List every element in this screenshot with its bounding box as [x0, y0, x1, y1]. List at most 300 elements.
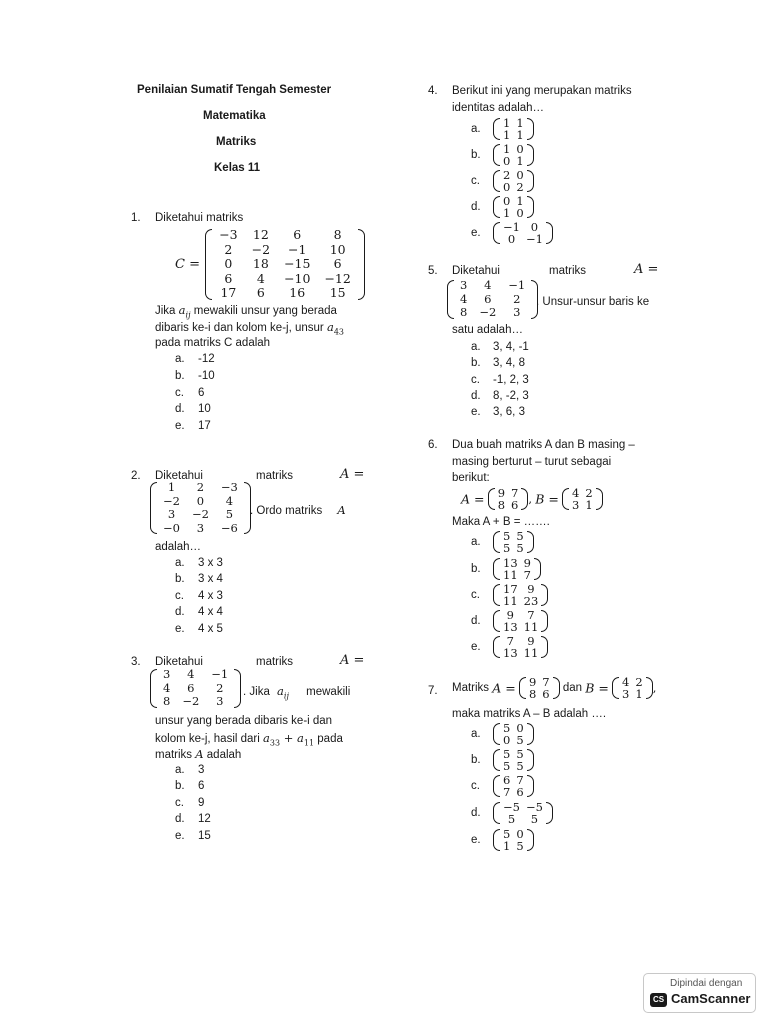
q5-intro: Diketahui: [452, 265, 500, 277]
m-cell: 1: [585, 498, 593, 512]
m-cell: 5: [503, 541, 511, 555]
m-cell: 1: [503, 116, 511, 130]
q2-option-d[interactable]: [175, 604, 223, 620]
q4-option-d[interactable]: [471, 195, 534, 219]
q3-after-text: . Jika: [243, 686, 270, 698]
option-letter: e.: [175, 420, 185, 432]
option-letter: d.: [175, 813, 185, 825]
q2-m-cell: 3: [167, 507, 176, 521]
q1-intro: Diketahui matriks: [155, 212, 244, 224]
q5-m-cell: 4: [484, 278, 492, 292]
q3-m-cell: 3: [163, 667, 171, 681]
q7-b-matrix: [612, 676, 653, 700]
q5-m-cell: 4: [460, 291, 468, 306]
m-cell: 13: [503, 620, 518, 634]
m-cell: 1: [503, 128, 511, 142]
q1-option-b[interactable]: [175, 368, 215, 384]
m-cell: 11: [523, 646, 539, 660]
q3-expr-a: a: [263, 731, 270, 745]
m-cell: 4: [622, 675, 630, 689]
m-cell: 8: [528, 687, 537, 701]
q5-option-a[interactable]: [471, 339, 529, 355]
q6-b-label: B =: [535, 491, 559, 507]
option-letter: a.: [471, 341, 481, 353]
q7-dan: dan: [562, 682, 582, 694]
m-cell: −1: [503, 220, 520, 234]
m-cell: 5: [516, 759, 524, 773]
q1-m-cell: 6: [224, 270, 233, 286]
q2-word: matriks: [256, 470, 294, 482]
q5-option-e[interactable]: [471, 404, 525, 420]
q1-m-cell: 8: [333, 227, 342, 242]
option-matrix: [493, 143, 534, 167]
m-cell: 6: [542, 687, 550, 701]
option-letter: b.: [471, 563, 481, 575]
q7-option-a[interactable]: [471, 722, 534, 746]
m-cell: 1: [503, 142, 511, 156]
option-letter: b.: [471, 357, 481, 369]
m-cell: 9: [527, 634, 535, 648]
m-cell: 2: [635, 675, 643, 689]
q3-var-a: a: [277, 684, 284, 698]
option-value: 12: [198, 813, 211, 825]
q3-m-cell: −2: [182, 694, 200, 708]
q1-option-e[interactable]: [175, 418, 211, 434]
q1-matrix-block: [175, 228, 365, 301]
q5-m-cell: 2: [513, 291, 521, 306]
q1-var-a: a: [178, 303, 186, 317]
q2-m-cell: 5: [225, 507, 234, 521]
q2-text-end: adalah…: [155, 541, 202, 553]
q5-m-cell: −1: [508, 278, 526, 292]
q6-option-d[interactable]: [471, 609, 548, 633]
option-matrix: [493, 635, 548, 659]
m-cell: 1: [516, 116, 524, 130]
option-letter: d.: [471, 390, 481, 402]
m-cell: 0: [507, 232, 516, 246]
title-line-1: Penilaian Sumatif Tengah Semester: [137, 84, 332, 96]
q1-m-cell: 4: [256, 270, 265, 286]
q2-m-cell: 0: [196, 493, 205, 508]
q6-line-2: masing berturut – turut sebagai: [452, 456, 612, 468]
q7-option-c[interactable]: [471, 774, 534, 798]
q6-sep: ,: [528, 492, 532, 506]
option-matrix: [493, 195, 534, 219]
q5-option-c[interactable]: [471, 372, 529, 388]
option-value: 3, 6, 3: [493, 406, 525, 418]
q3-text-d-text: matriks: [155, 749, 193, 761]
q1-m-cell: 0: [224, 256, 233, 271]
q1-m-cell: −12: [324, 270, 351, 286]
q2-var-a: A: [337, 503, 346, 517]
option-letter: c.: [471, 175, 480, 187]
option-matrix: [493, 609, 548, 633]
q3-m-cell: 2: [216, 680, 224, 695]
option-letter: b.: [471, 149, 481, 161]
m-cell: −1: [525, 232, 543, 246]
q1-matrix-label: C =: [175, 256, 200, 272]
option-matrix: [493, 722, 534, 746]
m-cell: 6: [516, 785, 524, 799]
q3-option-c[interactable]: [175, 795, 204, 811]
q3-option-a[interactable]: [175, 762, 204, 778]
option-letter: c.: [471, 589, 480, 601]
option-matrix: [493, 583, 548, 607]
option-value: 15: [198, 830, 211, 842]
option-letter: c.: [175, 387, 184, 399]
q1-text-b: mewakili unsur yang berada: [193, 305, 337, 317]
q3-option-b[interactable]: [175, 778, 204, 794]
q1-m-cell: 17: [220, 285, 237, 300]
q2-m-cell: −3: [220, 480, 238, 494]
q5-option-b[interactable]: [471, 355, 525, 371]
q1-text-a: Jika: [155, 305, 176, 317]
q5-m-cell: 3: [513, 305, 521, 319]
option-letter: a.: [471, 536, 481, 548]
q4-line-1: Berikut ini yang merupakan matriks: [452, 85, 632, 97]
q6-option-a[interactable]: [471, 530, 534, 554]
q1-m-cell: −15: [284, 256, 311, 271]
q1-number: 1.: [131, 212, 141, 224]
m-cell: 11: [523, 620, 539, 634]
q3-sub-ij: ij: [283, 691, 289, 701]
q6-prompt: Maka A + B = …….: [452, 516, 550, 528]
q3-word: matriks: [256, 656, 294, 668]
q1-sub-ij: ij: [185, 310, 191, 320]
q2-matrix-block: [150, 481, 251, 535]
m-cell: 3: [572, 498, 580, 512]
m-cell: 7: [511, 486, 519, 500]
q6-a-label: A =: [461, 491, 485, 507]
q3-intro: Diketahui: [155, 656, 203, 668]
m-cell: 6: [503, 773, 511, 787]
q2-intro: Diketahui: [155, 470, 203, 482]
q4-option-b[interactable]: [471, 143, 534, 167]
m-cell: −5: [525, 800, 543, 814]
q3-after: [243, 683, 350, 704]
option-letter: c.: [471, 374, 480, 386]
q1-m-cell: 6: [293, 227, 302, 242]
q3-number: 3.: [131, 656, 141, 668]
option-value: 4 x 4: [198, 606, 223, 618]
m-cell: 7: [506, 634, 514, 648]
option-letter: a.: [471, 728, 481, 740]
option-value: 3, 4, -1: [493, 341, 529, 353]
m-cell: 5: [516, 839, 524, 853]
q1-m-cell: 12: [252, 227, 269, 242]
q5-m-cell: 8: [460, 305, 468, 319]
q6-b-matrix: [562, 487, 603, 511]
option-letter: d.: [471, 615, 481, 627]
q2-option-b[interactable]: [175, 571, 223, 587]
m-cell: 5: [503, 747, 511, 761]
q2-after-text: . Ordo matriks: [250, 505, 323, 517]
q5-text-end: satu adalah…: [452, 324, 523, 336]
q5-m-cell: 6: [484, 291, 492, 306]
option-value: 4 x 3: [198, 590, 223, 602]
q7-statement: [452, 676, 656, 700]
option-value: 9: [198, 797, 205, 809]
q1-m-cell: −2: [251, 241, 271, 257]
option-value: 8, -2, 3: [493, 390, 529, 402]
q1-option-a[interactable]: [175, 351, 215, 367]
q2-matrix: [150, 481, 251, 535]
m-cell: 3: [622, 687, 630, 701]
q2-m-cell: 3: [196, 520, 205, 535]
m-cell: 1: [516, 154, 524, 168]
q2-m-cell: −6: [220, 520, 238, 535]
m-cell: 0: [503, 154, 511, 168]
m-cell: 5: [503, 759, 511, 773]
option-matrix: [493, 557, 541, 581]
q3-m-cell: 3: [216, 694, 224, 708]
q5-m-cell: −2: [479, 305, 497, 319]
q3-expr-plus: +: [280, 731, 298, 745]
q5-number: 5.: [428, 265, 438, 277]
q3-text-d: [155, 746, 241, 763]
m-cell: 5: [516, 733, 524, 747]
option-letter: c.: [471, 780, 480, 792]
m-cell: 1: [516, 194, 524, 208]
q5-m-cell: 3: [460, 278, 468, 292]
q2-m-cell: 4: [225, 493, 234, 508]
m-cell: 7: [523, 568, 531, 582]
option-matrix: [493, 221, 553, 245]
option-value: -1, 2, 3: [493, 374, 529, 386]
m-cell: 0: [530, 220, 539, 234]
q6-line-1: Dua buah matriks A dan B masing –: [452, 439, 635, 451]
q2-option-a[interactable]: [175, 555, 223, 571]
q2-after: [250, 502, 346, 519]
option-letter: e.: [175, 623, 185, 635]
q3-var: A =: [340, 653, 365, 668]
m-cell: 17: [503, 582, 518, 596]
q5-option-d[interactable]: [471, 388, 529, 404]
m-cell: 6: [511, 498, 519, 512]
q3-m-cell: −1: [211, 667, 229, 681]
q1-text-c: dibaris ke-i dan kolom ke-j, unsur: [155, 322, 324, 334]
option-matrix: [493, 169, 534, 193]
q7-b-label: B =: [585, 680, 609, 696]
camscanner-logo-icon: CS: [650, 993, 667, 1007]
m-cell: 7: [527, 608, 535, 622]
m-cell: 5: [507, 812, 516, 826]
option-letter: b.: [175, 370, 185, 382]
option-letter: c.: [175, 590, 184, 602]
watermark-brand: CamScanner: [671, 991, 751, 1006]
option-letter: d.: [175, 606, 185, 618]
q4-option-e[interactable]: [471, 221, 553, 245]
q7-number: 7.: [428, 685, 438, 697]
m-cell: 7: [542, 675, 550, 689]
q4-option-a[interactable]: [471, 117, 534, 141]
option-letter: b.: [175, 780, 185, 792]
q1-sub-43: 43: [333, 327, 344, 337]
m-cell: −5: [503, 800, 520, 814]
q7-comma: ,: [652, 681, 657, 695]
m-cell: 0: [516, 142, 524, 156]
m-cell: 5: [516, 529, 524, 543]
q3-text-c2: pada: [317, 733, 343, 745]
q2-m-cell: −2: [163, 493, 180, 508]
option-letter: a.: [471, 123, 481, 135]
option-letter: d.: [471, 201, 481, 213]
q4-option-c[interactable]: [471, 169, 534, 193]
q3-matrix-block: [150, 668, 241, 709]
m-cell: 9: [523, 556, 531, 570]
q6-option-e[interactable]: [471, 635, 548, 659]
q3-after2-text: mewakili: [306, 686, 351, 698]
q7-intro: Matriks: [452, 682, 490, 694]
q1-m-cell: 16: [289, 285, 306, 300]
q3-text-c-text: kolom ke-j, hasil dari: [155, 733, 260, 745]
q1-m-cell: 18: [252, 256, 269, 271]
m-cell: 7: [503, 785, 511, 799]
m-cell: 5: [503, 529, 511, 543]
m-cell: 9: [528, 675, 537, 689]
q2-option-e[interactable]: [175, 621, 223, 637]
q1-var-a43: a: [326, 320, 334, 334]
q5-matrix: [447, 279, 538, 320]
option-letter: a.: [175, 557, 185, 569]
q1-m-cell: 6: [333, 256, 342, 271]
m-cell: 9: [497, 486, 506, 500]
m-cell: 13: [503, 646, 518, 660]
q7-a-matrix: [519, 676, 560, 700]
m-cell: 1: [635, 687, 643, 701]
q3-expr-b: a: [297, 731, 304, 745]
q2-m-cell: −0: [163, 520, 180, 535]
q4-number: 4.: [428, 85, 438, 97]
option-letter: b.: [471, 754, 481, 766]
q3-option-e[interactable]: [175, 828, 211, 844]
q2-m-cell: −2: [191, 507, 209, 521]
q1-m-cell: −10: [284, 270, 311, 286]
camscanner-watermark: [643, 973, 756, 1013]
q1-matrix: [205, 228, 365, 301]
option-letter: c.: [175, 797, 184, 809]
option-letter: e.: [471, 834, 481, 846]
m-cell: 7: [516, 773, 524, 787]
option-matrix: [493, 117, 534, 141]
m-cell: 0: [503, 180, 511, 194]
q6-number: 6.: [428, 439, 438, 451]
option-matrix: [493, 530, 534, 554]
option-value: -12: [198, 353, 215, 365]
q6-option-c[interactable]: [471, 583, 548, 607]
q3-option-d[interactable]: [175, 811, 211, 827]
q7-option-d[interactable]: [471, 801, 553, 825]
option-value: 6: [198, 387, 205, 399]
m-cell: 5: [503, 827, 511, 841]
q3-text-b: unsur yang berada dibaris ke-i dan: [155, 715, 333, 727]
option-letter: d.: [175, 403, 185, 415]
option-value: 3, 4, 8: [493, 357, 525, 369]
q1-option-d[interactable]: [175, 401, 211, 417]
m-cell: 0: [516, 206, 524, 220]
m-cell: 1: [503, 206, 511, 220]
m-cell: 2: [503, 168, 511, 182]
q3-expr-sub1: 33: [269, 738, 281, 748]
q1-m-cell: 10: [329, 241, 346, 257]
q2-var: A =: [340, 467, 365, 482]
q3-text-d2: adalah: [206, 749, 242, 761]
q1-m-cell: 2: [224, 241, 233, 257]
q7-option-b[interactable]: [471, 748, 534, 772]
m-cell: 11: [503, 594, 518, 608]
m-cell: 5: [530, 812, 539, 826]
option-matrix: [493, 774, 534, 798]
option-letter: e.: [471, 641, 481, 653]
watermark-caption: Dipindai dengan: [670, 978, 743, 989]
option-value: 3 x 4: [198, 573, 223, 585]
q2-number: 2.: [131, 470, 141, 482]
q3-var-A: A: [195, 747, 204, 761]
q6-line-3: berikut:: [452, 472, 490, 484]
option-letter: e.: [471, 227, 481, 239]
q3-m-cell: 4: [163, 680, 171, 695]
m-cell: 23: [523, 594, 539, 608]
m-cell: 11: [503, 568, 518, 582]
q5-word: matriks: [549, 265, 587, 277]
m-cell: 1: [503, 839, 511, 853]
title-line-4: Kelas 11: [214, 162, 261, 174]
q1-m-cell: −1: [288, 241, 307, 257]
m-cell: 0: [516, 168, 524, 182]
m-cell: 0: [503, 194, 511, 208]
q6-option-b[interactable]: [471, 557, 541, 581]
m-cell: 5: [516, 541, 524, 555]
m-cell: 5: [516, 747, 524, 761]
option-value: 6: [198, 780, 205, 792]
m-cell: 13: [503, 556, 518, 570]
m-cell: 5: [503, 721, 511, 735]
q1-option-c[interactable]: [175, 385, 204, 401]
m-cell: 2: [585, 486, 593, 500]
m-cell: 0: [516, 827, 524, 841]
q3-matrix: [150, 668, 241, 709]
m-cell: 9: [527, 582, 535, 596]
option-letter: e.: [471, 406, 481, 418]
q1-m-cell: 15: [329, 285, 346, 300]
option-letter: b.: [175, 573, 185, 585]
q1-text-line-3: pada matriks C adalah: [155, 337, 271, 349]
option-value: 17: [198, 420, 211, 432]
option-value: 3 x 3: [198, 557, 223, 569]
q3-m-cell: 8: [163, 694, 171, 708]
q4-line-2: identitas adalah…: [452, 102, 545, 114]
option-value: 10: [198, 403, 211, 415]
q2-m-cell: 1: [167, 480, 176, 494]
m-cell: 2: [516, 180, 524, 194]
q6-a-matrix: [488, 487, 529, 511]
m-cell: 9: [506, 608, 514, 622]
q5-var: A =: [634, 262, 659, 277]
q3-m-cell: 4: [187, 667, 195, 681]
m-cell: 0: [516, 721, 524, 735]
option-value: -10: [198, 370, 215, 382]
option-letter: a.: [175, 353, 185, 365]
q7-option-e[interactable]: [471, 828, 534, 852]
option-matrix: [493, 828, 534, 852]
option-letter: a.: [175, 764, 185, 776]
q2-m-cell: 2: [196, 480, 205, 494]
q2-option-c[interactable]: [175, 588, 223, 604]
q7-a-label: A =: [492, 680, 516, 696]
option-matrix: [493, 748, 534, 772]
m-cell: 4: [572, 486, 580, 500]
m-cell: 0: [503, 733, 511, 747]
